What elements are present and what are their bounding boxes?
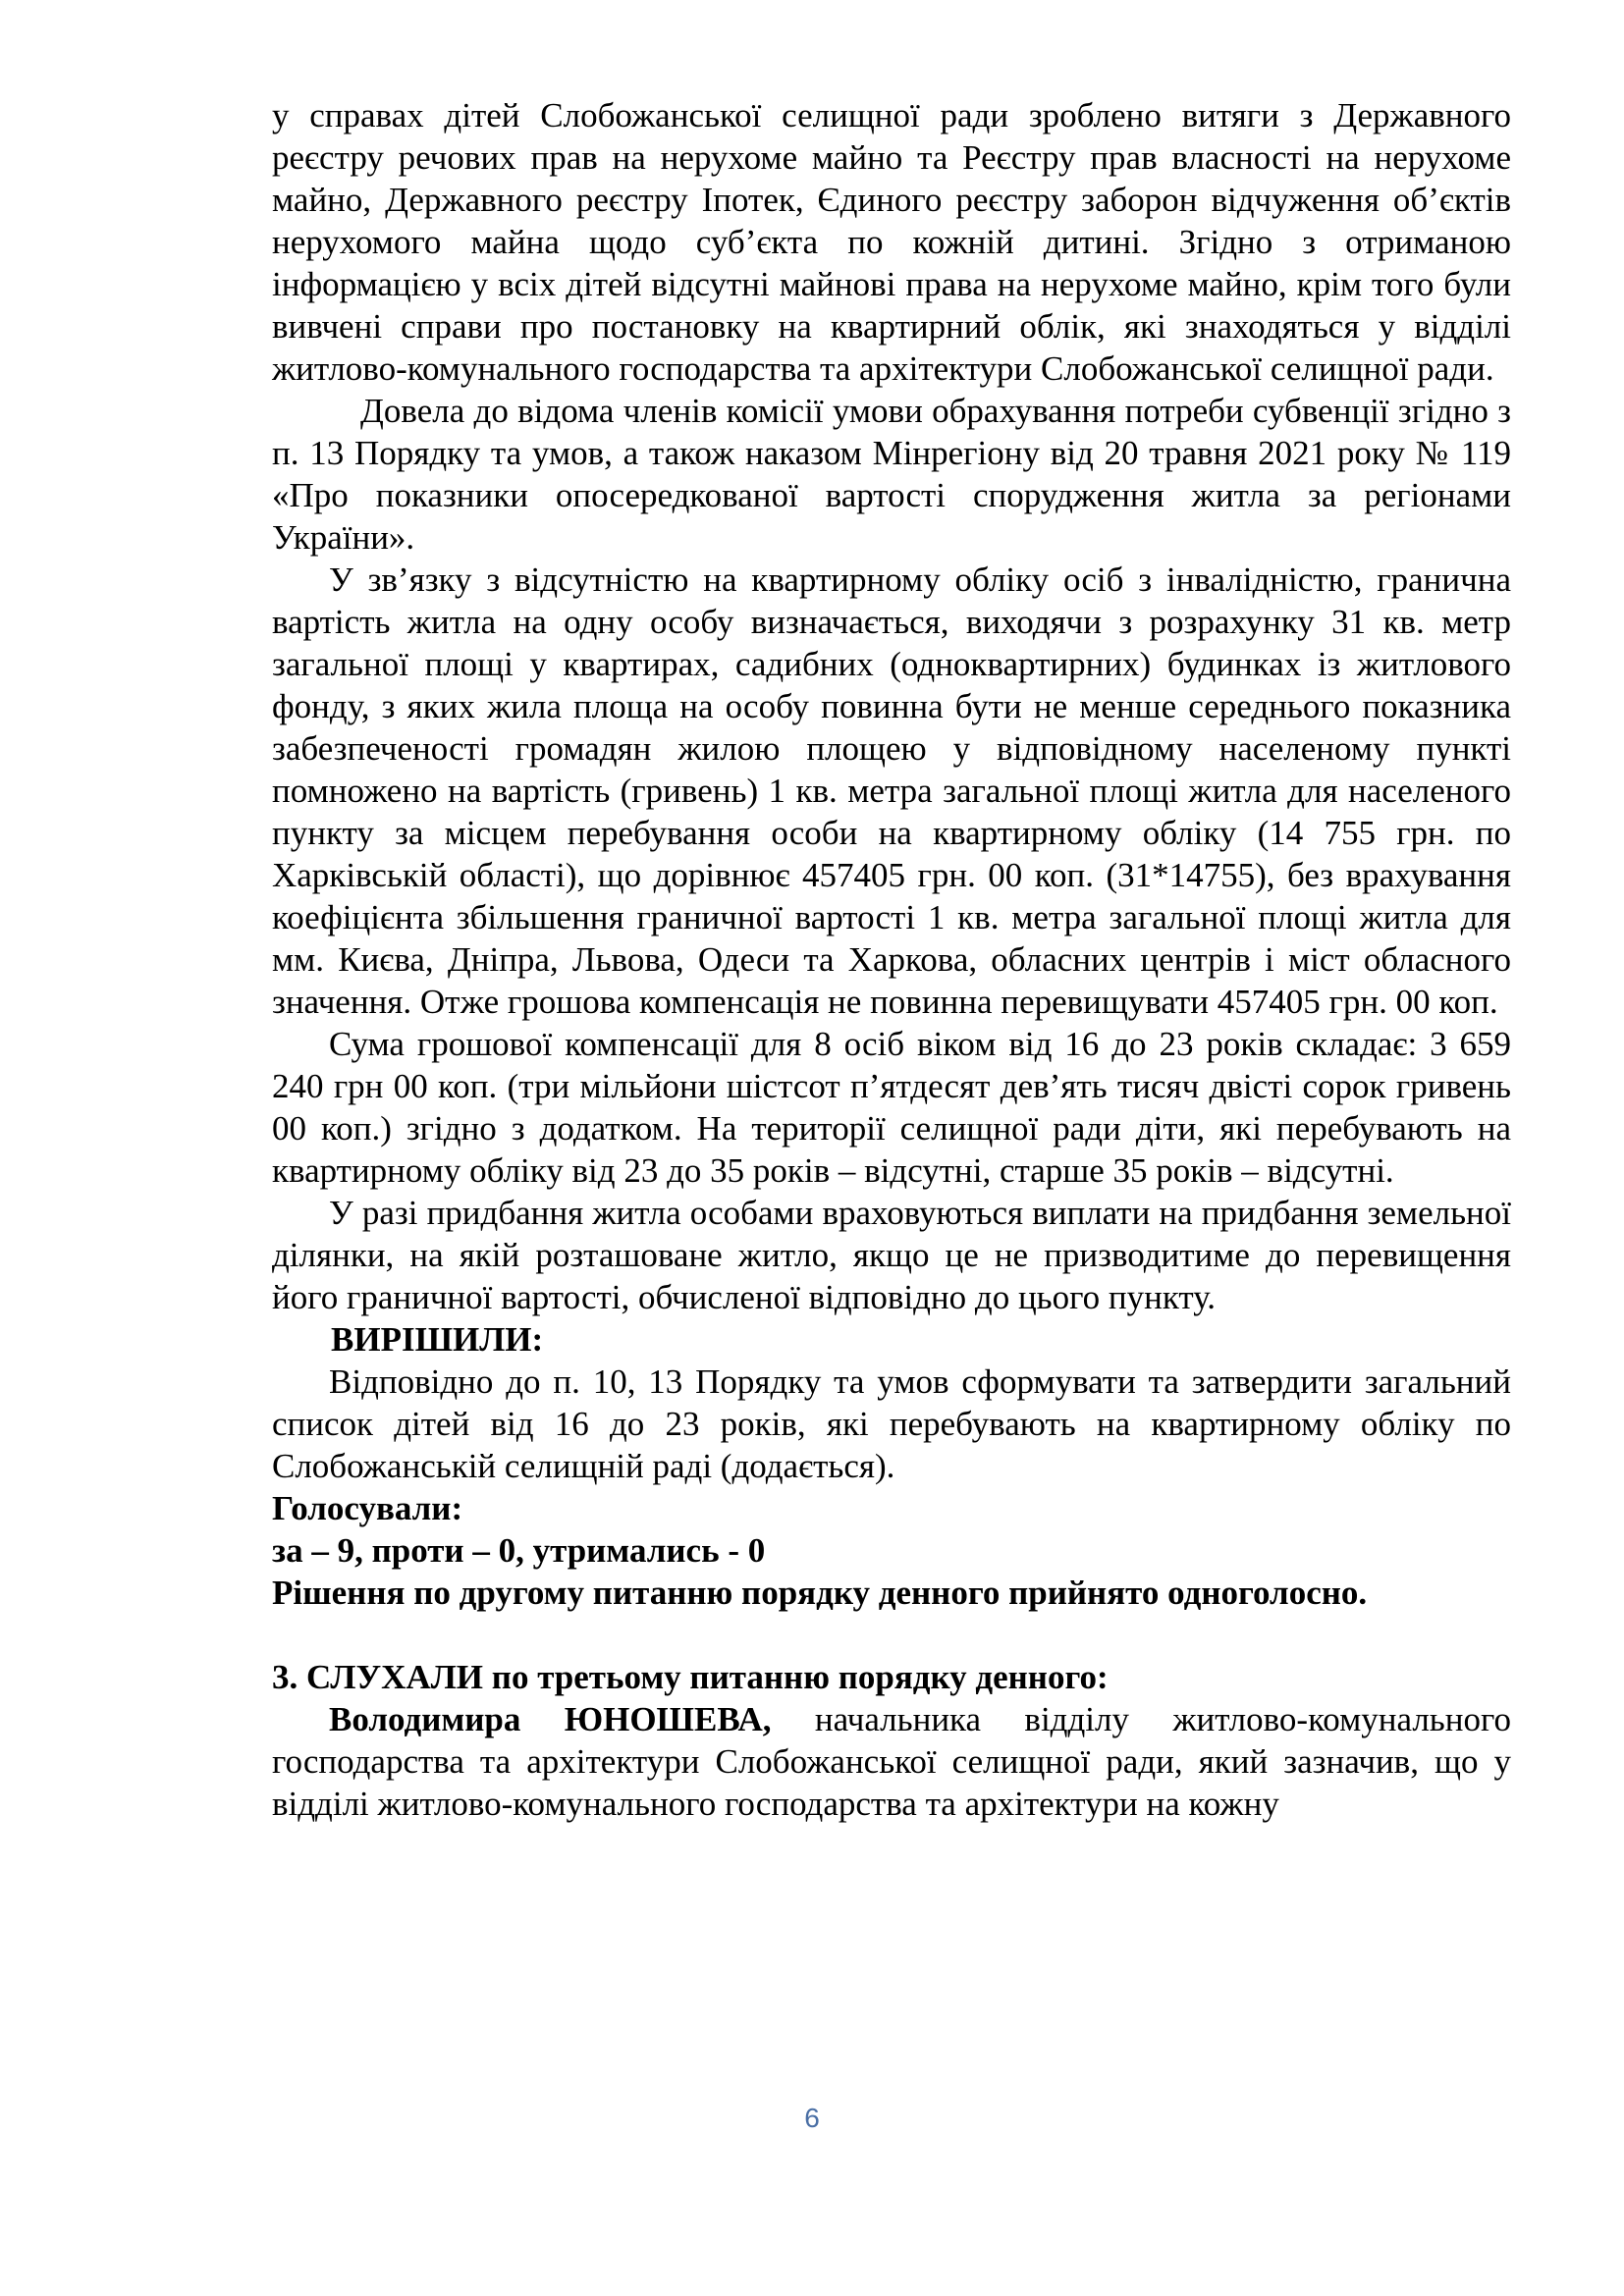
item3-text: начальника відділу житлово-комунального господарства та архітектури Слобожанської селищної ради, який зазначив, що у відділі житлово-комунального господарства та архітектури на кожну bbox=[272, 1700, 1511, 1823]
page-number: 6 bbox=[804, 2103, 820, 2133]
speaker-name: Володимира ЮНОШЕВА, bbox=[329, 1700, 772, 1738]
paragraph-compensation-sum: Сума грошової компенсації для 8 осіб віком від 16 до 23 років складає: 3 659 240 грн 00 коп. (три мільйони шістсот п’ятдесят дев’ять тисяч двісті сорок гривень 00 коп.) згідно з додатком. На території селищної ради діти, які перебувають на квартирному обліку від 23 до 35 років – відсутні, старше 35 років – відсутні. bbox=[272, 1025, 1511, 1190]
item3-paragraph bbox=[272, 1698, 1511, 1825]
paragraph-housing-cost: У зв’язку з відсутністю на квартирному обліку осіб з інвалідністю, гранична вартість житла на одну особу визначається, виходячи з розрахунку 31 кв. метр загальної площі у квартирах, садибних (одноквартирних) будинках із житлового фонду, з яких жила площа на особу повинна бути не менше середнього показника забезпеченості громадян жилою площею у відповідному населеному пункті помножено на вартість (гривень) 1 кв. метра загальної площі житла для населеного пункту за місцем перебування особи на квартирному обліку (14 755 грн. по Харківській області), що дорівнює 457405 грн. 00 коп. (31*14755), без врахування коефіцієнта збільшення граничної вартості 1 кв. метра загальної площі житла для мм. Києва, Дніпра, Львова, Одеси та Харкова, обласних центрів і міст обласного значення. Отже грошова компенсація не повинна перевищувати 457405 грн. 00 коп. bbox=[272, 561, 1511, 1021]
section-spacer bbox=[272, 1614, 1511, 1656]
vote-decision: Рішення по другому питанню порядку денного прийнято одноголосно. bbox=[272, 1574, 1368, 1612]
vote-result: за – 9, проти – 0, утримались - 0 bbox=[272, 1531, 766, 1570]
paragraph-subvention-conditions: Довела до відома членів комісії умови обрахування потреби субвенції згідно з п. 13 Порядку та умов, а також наказом Мінрегіону від 20 травня 2021 року № 119 «Про показники опосередкованої вартості спорудження житла за регіонами України». bbox=[272, 392, 1511, 557]
document-page bbox=[272, 94, 1511, 1825]
paragraph-extracts: у справах дітей Слобожанської селищної ради зроблено витяги з Державного реєстру речових прав на нерухоме майно та Реєстру прав власності на нерухоме майно, Державного реєстру Іпотек, Єдиного реєстру заборон відчуження об’єктів нерухомого майна щодо суб’єкта по кожній дитині. Згідно з отриманою інформацією у всіх дітей відсутні майнові права на нерухоме майно, крім того були вивчені справи про постановку на квартирний облік, які знаходяться у відділі житлово-комунального господарства та архітектури Слобожанської селищної ради. bbox=[272, 96, 1511, 388]
resolved-heading: ВИРІШИЛИ: bbox=[331, 1320, 544, 1359]
item3-heading: 3. СЛУХАЛИ по третьому питанню порядку денного: bbox=[272, 1658, 1109, 1696]
resolved-text: Відповідно до п. 10, 13 Порядку та умов сформувати та затвердити загальний список дітей від 16 до 23 років, які перебувають на квартирному обліку по Слобожанській селищній раді (додається). bbox=[272, 1362, 1511, 1485]
vote-heading: Голосували: bbox=[272, 1489, 463, 1527]
paragraph-land-purchase: У разі придбання житла особами враховуються виплати на придбання земельної ділянки, на якій розташоване житло, якщо це не призводитиме до перевищення його граничної вартості, обчисленої відповідно до цього пункту. bbox=[272, 1194, 1511, 1316]
